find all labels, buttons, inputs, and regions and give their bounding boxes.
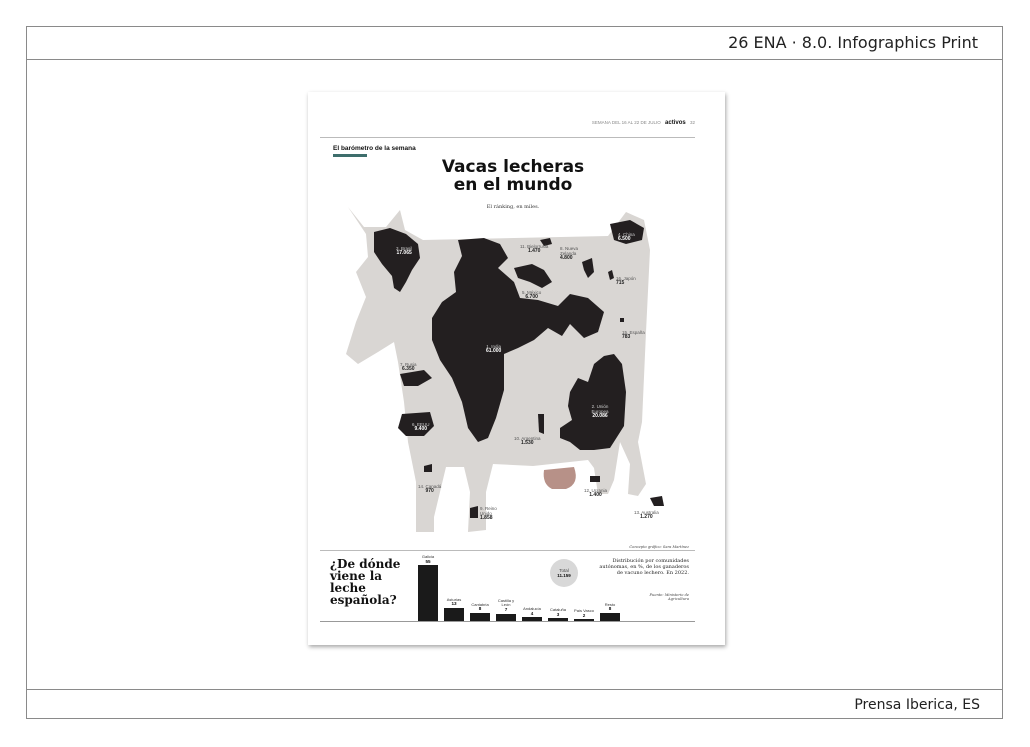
bar-label-0 [415,555,441,564]
footer-divider [26,689,1003,690]
bar-3 [496,614,516,621]
country-australia [650,496,664,506]
country-label-eu: 2. Unión Europea 20.086 [591,404,609,419]
bar-category-3: Castilla y León [497,597,515,608]
bar-category-4: Andalucía [523,605,541,611]
bar-value-5: 3 [556,611,560,617]
bar-value-1: 13 [451,601,457,607]
bar-label-7 [597,603,623,612]
title-line-2: en el mundo [453,175,573,195]
bar-1 [444,608,464,621]
bar-value-7: 8 [608,606,612,612]
bar-2 [470,613,490,621]
bottom-section-title [330,558,420,606]
folio-section: SEMANA DEL 16 AL 22 DE JULIO [591,120,661,125]
country-ukraine [590,476,600,482]
country-label-australia: 13. Australia 1.270 [634,510,659,520]
country-label-usa: 6. EEUU 9.400 [412,422,430,432]
country-label-canada: 14. Canadá 970 [418,484,442,494]
title-line-1: Vacas lecheras [441,157,585,177]
total-value: 11.159 [557,573,571,578]
folio-brand: activos [665,120,686,126]
country-label-india: 1. India 61.000 [486,344,502,354]
country-label-spain: 15. España 783 [622,330,645,340]
bar-category-2: Cantabria [471,601,489,607]
country-label-japan: 16. Japón 715 [616,276,636,286]
country-label-mexico: 5. México 6.700 [522,290,542,300]
infographic-subtitle: El ránking, en miles. [486,204,540,210]
folio-page-number: 32 [689,120,695,125]
slide-source: Prensa Iberica, ES [854,697,980,713]
bar-category-5: Cataluña [549,606,566,612]
chart-source: Fuente: Ministerio de Agricultura [649,593,689,602]
udder [544,467,576,489]
question-line-1: ¿De dónde [330,557,401,571]
bar-label-1 [441,598,467,607]
country-label-ukraine: 12. Ucrania 1.400 [584,488,608,498]
country-label-belarus: 11. Bielorrusia 1.470 [520,244,549,254]
question-line-3: española? [330,593,397,607]
bar-label-4 [519,607,545,616]
bar-category-6: País Vasco [574,607,594,613]
total-label: Total [559,568,569,573]
country-spain [620,318,624,322]
section-kicker: El barómetro de la semana [333,145,416,152]
newspaper-page [308,92,725,645]
bar-label-3 [493,599,519,613]
bar-value-4: 4 [530,610,534,616]
question-line-2: viene la leche [330,569,383,595]
country-label-uk: 9. Reino Unido 1.858 [480,506,497,521]
bar-category-1: Asturias [446,596,462,602]
bar-label-5 [545,608,571,617]
country-uk [470,506,478,518]
bar-category-0: Galicia [421,554,435,559]
bottom-rule [320,621,695,622]
country-label-brazil: 3. Brasil 17.065 [396,246,413,256]
bar-category-7: Resto [604,601,616,607]
bar-value-3: 7 [504,607,508,613]
bar-label-6 [571,609,597,618]
country-label-china: 4. China 6.500 [618,232,635,242]
bar-0 [418,565,438,621]
bar-value-6: 2 [582,612,586,618]
chart-description: Distribución por comunidades autónomas, en %, de los ganaderos de vacuno lechero. En 2022. [599,558,689,577]
slide-title: 26 ENA · 8.0. Infographics Print [728,33,978,52]
total-badge [550,559,578,587]
graphic-credit: Concepto gráfico: Sara Martínez [629,545,689,549]
country-label-argentina: 10. Argentina 1.530 [514,436,541,446]
bar-label-2 [467,603,493,612]
country-label-russia: 7. Rusia 6.350 [400,362,417,372]
bar-value-0: 55 [425,558,431,564]
header-divider [26,59,1003,60]
section-rule [320,550,695,551]
country-label-new-zealand: 8. Nueva Zelanda 4.800 [560,246,579,261]
bar-value-2: 8 [478,606,482,612]
bar-7 [600,613,620,621]
